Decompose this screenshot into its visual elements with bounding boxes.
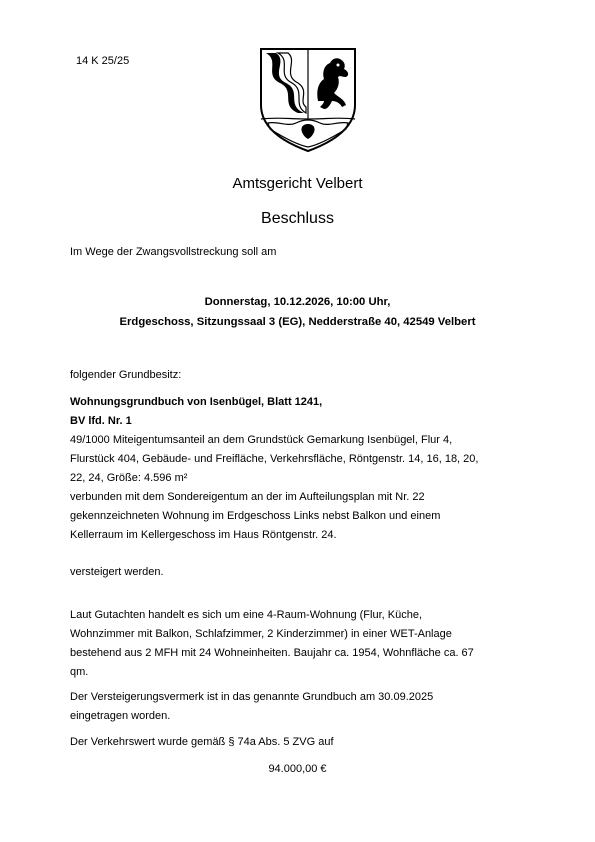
document-title: Beschluss <box>261 210 334 227</box>
registration-line: eingetragen worden. <box>70 710 171 722</box>
registration-line: Der Versteigerungsvermerk ist in das genannte Grundbuch am 30.09.2025 <box>70 691 434 703</box>
hearing-date: Donnerstag, 10.12.2026, 10:00 Uhr, <box>204 296 391 308</box>
nrw-coat-of-arms-icon <box>258 47 358 153</box>
hearing-place: Erdgeschoss, Sitzungssaal 3 (EG), Nedderstraße 40, 42549 Velbert <box>119 316 476 328</box>
property-description-line: 22, 24, Größe: 4.596 m² <box>70 472 188 484</box>
property-description-line: 49/1000 Miteigentumsanteil an dem Grundstück Gemarkung Isenbügel, Flur 4, <box>70 434 453 446</box>
market-value-amount: 94.000,00 € <box>268 763 327 775</box>
property-bv-number: BV lfd. Nr. 1 <box>70 415 132 427</box>
property-label: folgender Grundbesitz: <box>70 369 182 381</box>
appraisal-paragraph <box>70 606 530 682</box>
registration-paragraph <box>70 688 433 726</box>
appraisal-line: qm. <box>70 666 89 678</box>
property-description-line: Kellerraum im Kellergeschoss im Haus Röntgenstr. 24. <box>70 529 337 541</box>
appraisal-line: Wohnzimmer mit Balkon, Schlafzimmer, 2 Kinderzimmer) in einer WET-Anlage <box>70 628 452 640</box>
property-description-line: Flurstück 404, Gebäude- und Freifläche, Verkehrsfläche, Röntgenstr. 14, 16, 18, 20, <box>70 453 479 465</box>
property-description-line: gekennzeichneten Wohnung im Erdgeschoss Links nebst Balkon und einem <box>70 510 441 522</box>
value-intro: Der Verkehrswert wurde gemäß § 74a Abs. 5 ZVG auf <box>70 736 334 748</box>
property-register: Wohnungsgrundbuch von Isenbügel, Blatt 1241, <box>70 396 323 408</box>
appraisal-line: bestehend aus 2 MFH mit 24 Wohneinheiten. Baujahr ca. 1954, Wohnfläche ca. 67 <box>70 647 474 659</box>
property-description-line: verbunden mit dem Sondereigentum an der im Aufteilungsplan mit Nr. 22 <box>70 491 425 503</box>
verdict-text: versteigert werden. <box>70 566 164 578</box>
intro-text: Im Wege der Zwangsvollstreckung soll am <box>70 246 277 258</box>
property-block <box>70 393 525 545</box>
court-name: Amtsgericht Velbert <box>232 175 363 192</box>
case-number: 14 K 25/25 <box>76 55 130 67</box>
appraisal-line: Laut Gutachten handelt es sich um eine 4-Raum-Wohnung (Flur, Küche, <box>70 609 422 621</box>
